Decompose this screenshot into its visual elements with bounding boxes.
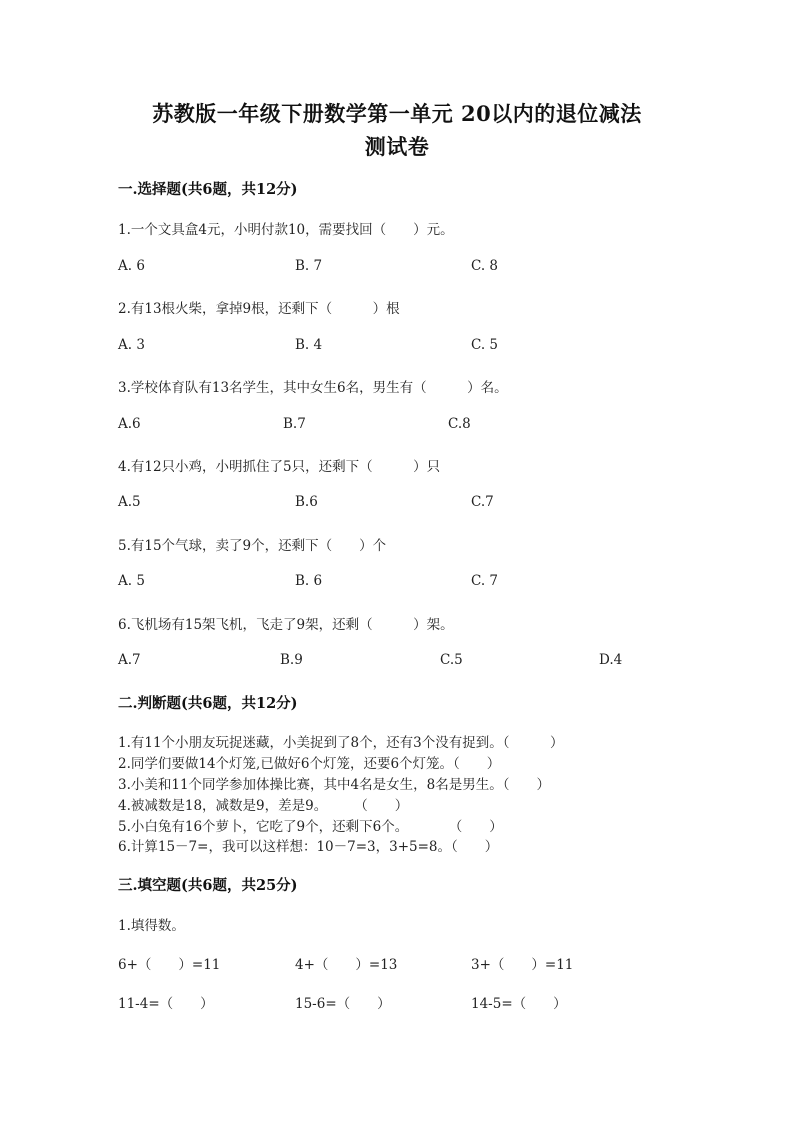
option-a: A.7 [118,652,141,668]
question-text: 3.学校体育队有13名学生，其中女生6名，男生有（ ）名。 [118,380,508,396]
judgement-item: 1.有11个小朋友玩捉迷藏，小美捉到了8个，还有3个没有捉到。（ ） [118,735,564,751]
option-c: C.8 [448,416,471,432]
option-c: C. 7 [471,573,499,589]
fill-blank-item: 6+（ ）=11 [118,957,221,973]
section-heading-judgement: 二.判断题(共6题，共12分) [118,695,298,712]
fill-blank-item: 3+（ ）=11 [471,957,574,973]
question-text: 5.有15个气球，卖了9个，还剩下（ ）个 [118,538,387,554]
judgement-item: 2.同学们要做14个灯笼,已做好6个灯笼，还要6个灯笼。（ ） [118,756,501,772]
fill-blank-item: 4+（ ）=13 [295,957,398,973]
option-a: A. 5 [118,573,145,589]
option-b: B. 7 [295,258,323,274]
option-c: C. 5 [471,337,499,353]
judgement-item: 4.被减数是18，减数是9，差是9。 （ ） [118,798,409,814]
page-title: 苏教版一年级下册数学第一单元 20以内的退位减法 [152,101,642,126]
option-a: A.6 [118,416,141,432]
judgement-item: 5.小白兔有16个萝卜，它吃了9个，还剩下6个。 （ ） [118,819,503,835]
judgement-item: 6.计算15－7=，我可以这样想：10－7=3，3+5=8。（ ） [118,839,499,855]
option-b: B. 6 [295,573,323,589]
judgement-item: 3.小美和11个同学参加体操比赛，其中4名是女生，8名是男生。（ ） [118,777,550,793]
fill-blank-item: 14-5=（ ） [471,996,567,1012]
option-c: C.7 [471,494,494,510]
section-heading-choice: 一.选择题(共6题，共12分) [118,181,298,198]
question-text: 1.一个文具盒4元，小明付款10，需要找回（ ）元。 [118,222,454,238]
option-c: C. 8 [471,258,499,274]
option-a: A. 6 [118,258,145,274]
option-b: B.6 [295,494,318,510]
question-text: 6.飞机场有15架飞机，飞走了9架，还剩（ ）架。 [118,617,454,633]
option-a: A.5 [118,494,141,510]
fill-blank-item: 11-4=（ ） [118,996,214,1012]
fill-blank-item: 15-6=（ ） [295,996,391,1012]
question-text: 1.填得数。 [118,918,185,934]
option-b: B. 4 [295,337,323,353]
question-text: 4.有12只小鸡，小明抓住了5只，还剩下（ ）只 [118,459,441,475]
page-title-line2: 测试卷 [364,134,430,159]
option-c: C.5 [440,652,463,668]
question-text: 2.有13根火柴，拿掉9根，还剩下（ ）根 [118,301,400,317]
option-a: A. 3 [118,337,145,353]
option-b: B.9 [280,652,303,668]
section-heading-fill: 三.填空题(共6题，共25分) [118,877,298,894]
option-d: D.4 [599,652,623,668]
option-b: B.7 [283,416,306,432]
